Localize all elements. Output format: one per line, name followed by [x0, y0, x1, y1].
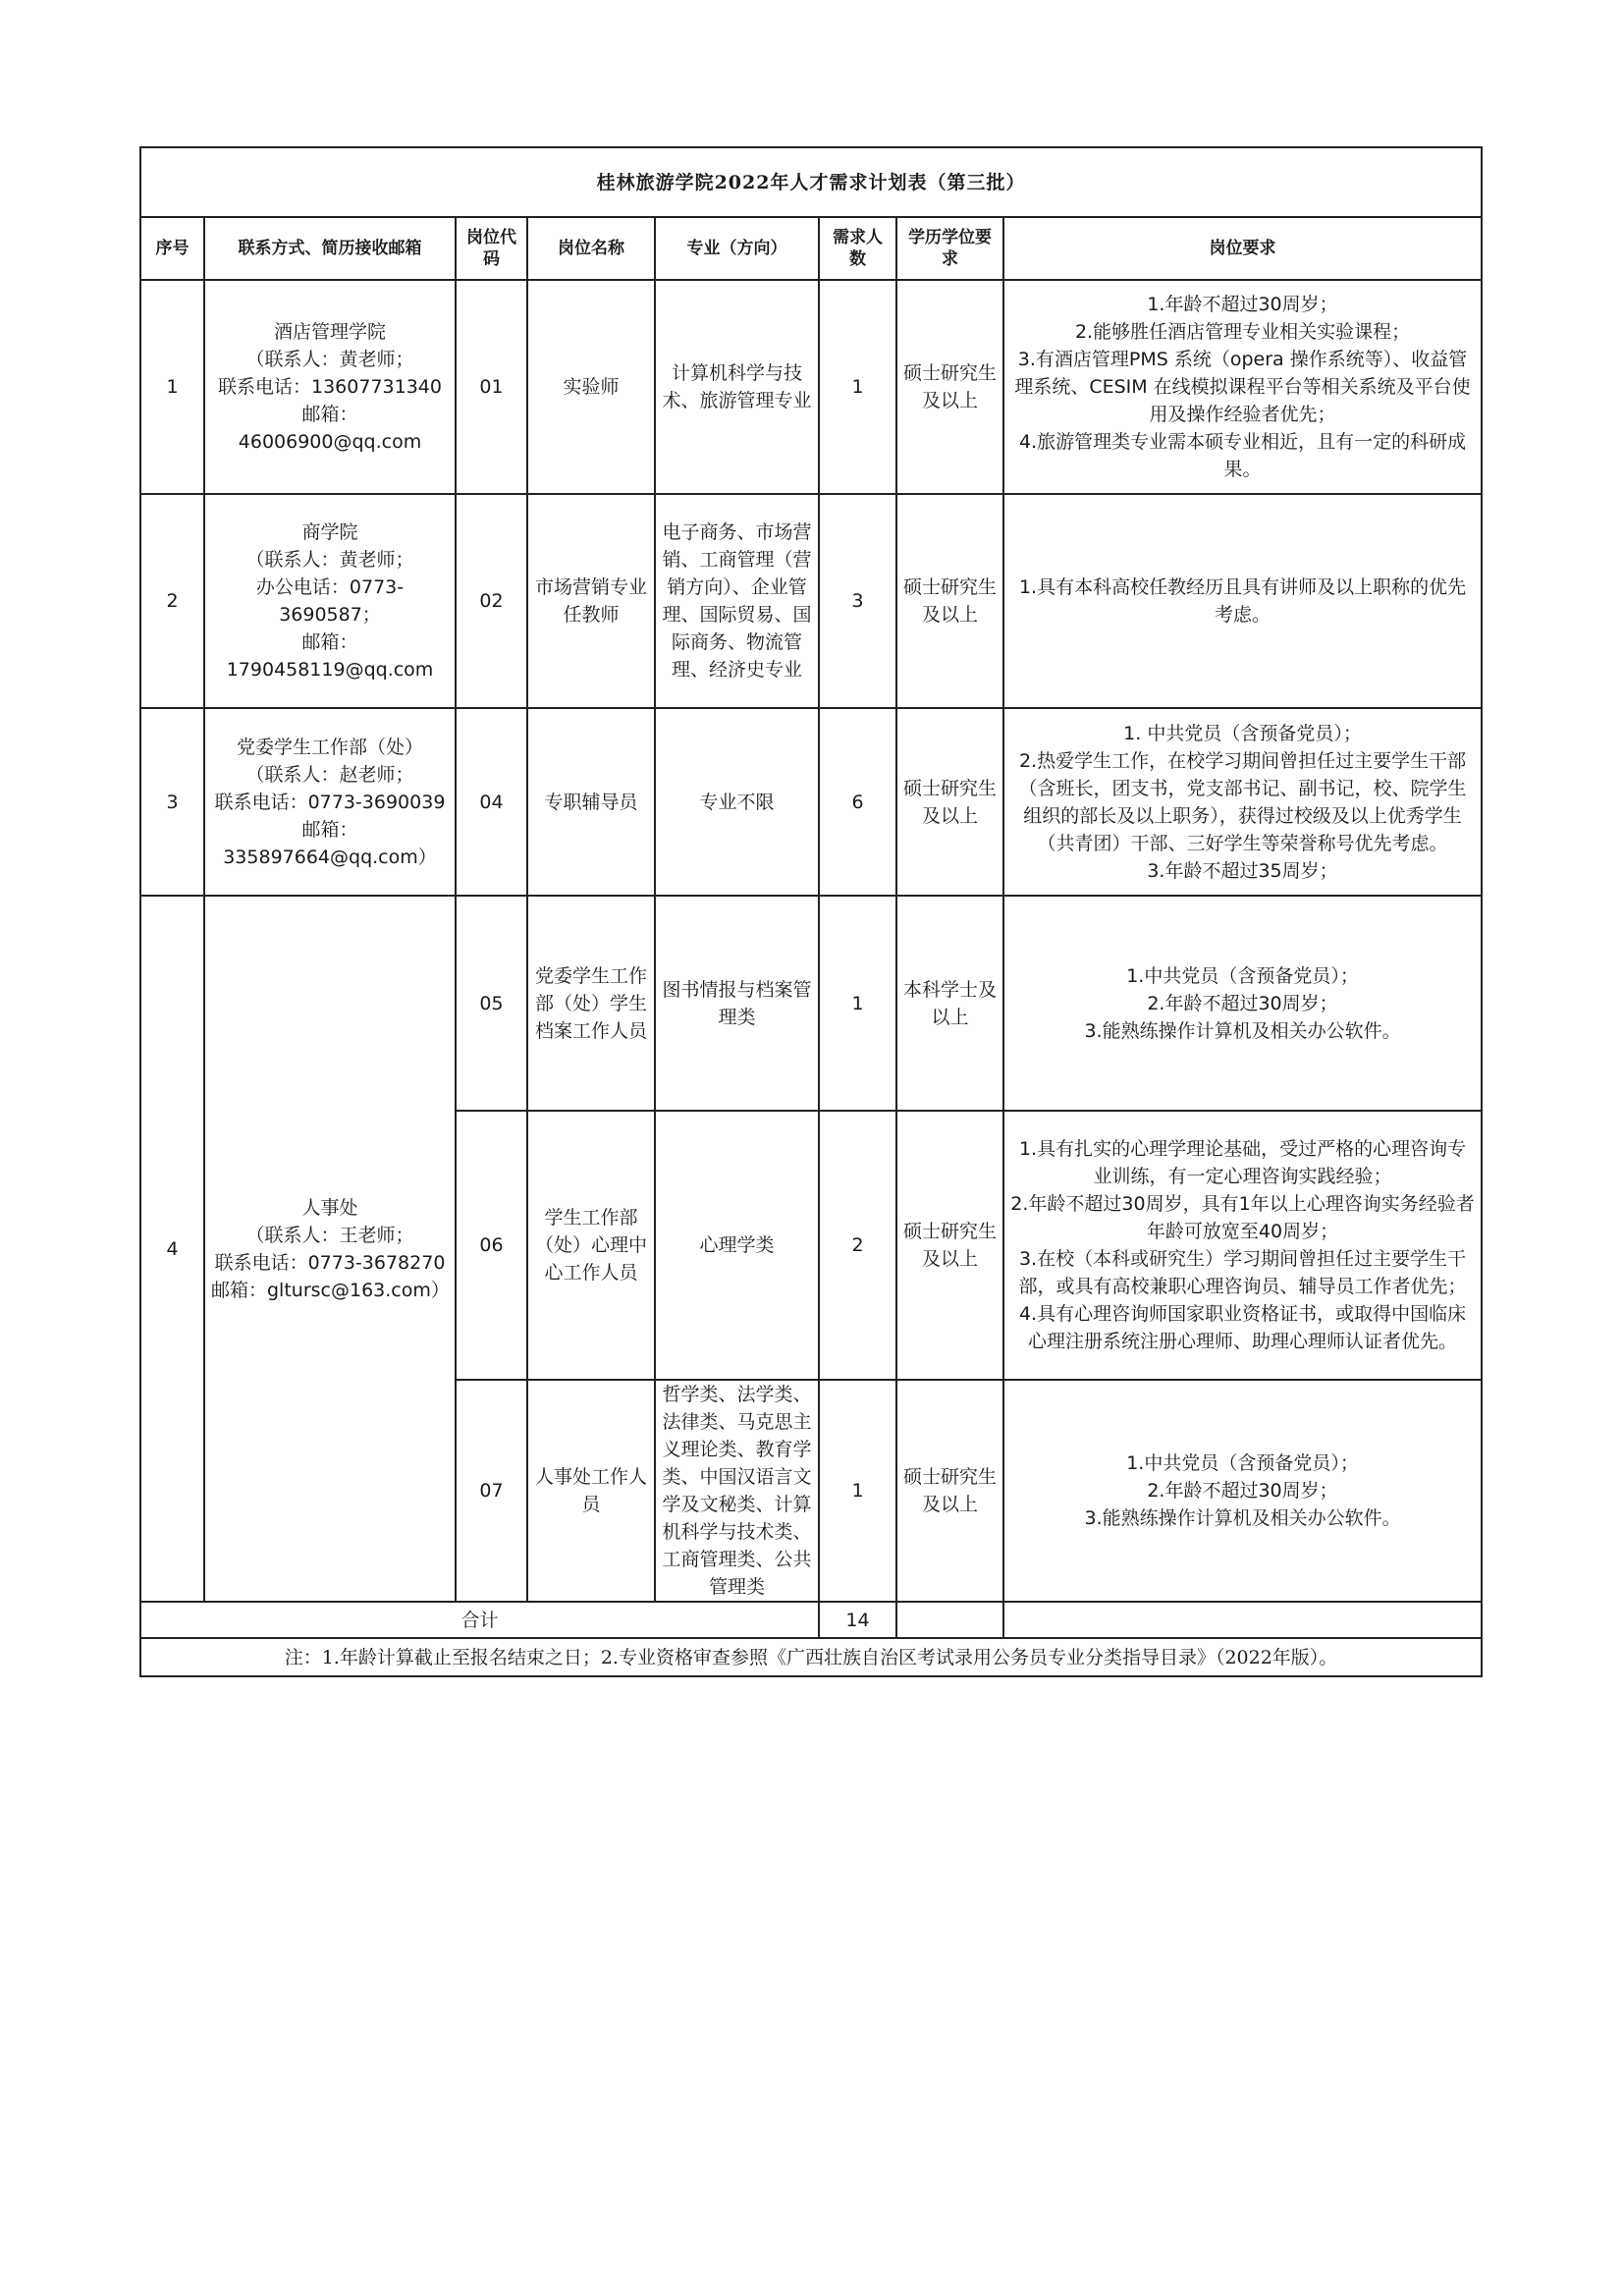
- row-degree: 硕士研究生及以上: [896, 1111, 1003, 1380]
- requirement-line: 3.有酒店管理PMS 系统（opera 操作系统等）、收益管理系统、CESIM 在线模拟课程平台等相关系统及平台使用及操作经验者优先；: [1014, 349, 1471, 425]
- row-post-name: 专职辅导员: [527, 708, 655, 896]
- requirement-line: 3.能熟练操作计算机及相关办公软件。: [1084, 1019, 1401, 1042]
- contact-line: （联系人：黄老师；: [245, 349, 414, 370]
- row-post-name: 市场营销专业任教师: [527, 494, 655, 708]
- row-requirements: [1003, 1111, 1482, 1380]
- table-row: [140, 708, 1482, 896]
- row-seq: 4: [140, 896, 204, 1602]
- requirement-line: 3.在校（本科或研究生）学习期间曾担任过主要学生干部，或具有高校兼职心理咨询员、辅导员工作者优先；: [1018, 1248, 1467, 1297]
- row-degree: 硕士研究生及以上: [896, 280, 1003, 494]
- requirement-line: 4.具有心理咨询师国家职业资格证书，或取得中国临床心理注册系统注册心理师、助理心理师认证者优先。: [1018, 1303, 1467, 1352]
- header-contact: 联系方式、简历接收邮箱: [204, 217, 456, 280]
- table-row: [140, 896, 1482, 1111]
- contact-line: 办公电话：0773-3690587；: [255, 576, 405, 626]
- row-count: 2: [819, 1111, 896, 1380]
- row-requirements: [1003, 494, 1482, 708]
- requirement-line: 1.中共党员（含预备党员）；: [1126, 1452, 1359, 1474]
- requirement-line: 1. 中共党员（含预备党员）；: [1123, 722, 1362, 744]
- contact-line: （联系人：黄老师；: [245, 549, 414, 571]
- header-post-code: 岗位代码: [456, 217, 527, 280]
- row-major: 专业不限: [655, 708, 819, 896]
- row-major: 哲学类、法学类、法律类、马克思主义理论类、教育学类、中国汉语言文学及文秘类、计算机科学与技术类、工商管理类、公共管理类: [655, 1380, 819, 1602]
- row-post-code: 07: [456, 1380, 527, 1602]
- contact-line: 酒店管理学院: [273, 321, 386, 343]
- row-requirements: [1003, 708, 1482, 896]
- row-major: 计算机科学与技术、旅游管理专业: [655, 280, 819, 494]
- row-count: 1: [819, 1380, 896, 1602]
- row-contact: [204, 896, 456, 1602]
- row-seq: 3: [140, 708, 204, 896]
- header-row: [140, 217, 1482, 280]
- contact-line: 335897664@qq.com）: [223, 846, 437, 868]
- requirement-line: 2.能够胜任酒店管理专业相关实验课程；: [1074, 321, 1411, 343]
- row-requirements: [1003, 1380, 1482, 1602]
- total-value: 14: [819, 1602, 896, 1638]
- header-count: 需求人数: [819, 217, 896, 280]
- row-contact: [204, 708, 456, 896]
- recruitment-plan-table: [139, 146, 1483, 1677]
- row-count: 6: [819, 708, 896, 896]
- header-seq: 序号: [140, 217, 204, 280]
- requirement-line: 1.年龄不超过30周岁；: [1147, 294, 1338, 315]
- row-post-name: 人事处工作人员: [527, 1380, 655, 1602]
- header-major: 专业（方向）: [655, 217, 819, 280]
- row-degree: 硕士研究生及以上: [896, 708, 1003, 896]
- row-requirements: [1003, 280, 1482, 494]
- requirement-line: 2.年龄不超过30周岁；: [1147, 992, 1338, 1014]
- contact-line: 邮箱：: [301, 404, 358, 425]
- row-post-name: 党委学生工作部（处）学生档案工作人员: [527, 896, 655, 1111]
- row-contact: [204, 280, 456, 494]
- contact-line: 人事处: [301, 1196, 358, 1219]
- contact-line: 邮箱：: [301, 631, 358, 653]
- requirement-line: 1.中共党员（含预备党员）；: [1126, 964, 1359, 987]
- row-degree: 本科学士及以上: [896, 896, 1003, 1111]
- contact-line: 党委学生工作部（处）: [236, 736, 423, 758]
- table-title: 桂林旅游学院2022年人才需求计划表（第三批）: [140, 147, 1482, 217]
- requirement-line: 2.热爱学生工作，在校学习期间曾担任过主要学生干部（含班长，团支书，党支部书记、副书记，校、院学生组织的部长及以上职务），获得过校级及以上优秀学生（共青团）干部、三好学生等荣誉称号优先考虑。: [1018, 749, 1467, 854]
- contact-line: 联系电话：0773-3690039: [214, 791, 446, 813]
- contact-line: 1790458119@qq.com: [226, 659, 434, 681]
- row-post-code: 01: [456, 280, 527, 494]
- row-count: 3: [819, 494, 896, 708]
- contact-line: 46006900@qq.com: [238, 431, 422, 453]
- contact-line: 联系电话：13607731340: [218, 376, 442, 398]
- contact-line: （联系人：王老师；: [245, 1224, 414, 1246]
- requirement-line: 2.年龄不超过30周岁，具有1年以上心理咨询实务经验者年龄可放宽至40周岁；: [1010, 1193, 1475, 1242]
- table-row: [140, 494, 1482, 708]
- total-label: 合计: [140, 1602, 819, 1638]
- contact-line: 邮箱：gltursc@163.com）: [211, 1279, 450, 1301]
- requirement-line: 1.具有扎实的心理学理论基础，受过严格的心理咨询专业训练，有一定心理咨询实践经验；: [1018, 1138, 1467, 1187]
- table-row: [140, 280, 1482, 494]
- contact-line: （联系人：赵老师；: [245, 763, 414, 786]
- requirement-line: 2.年龄不超过30周岁；: [1147, 1480, 1338, 1502]
- requirement-line: 1.具有本科高校任教经历且具有讲师及以上职称的优先考虑。: [1018, 576, 1467, 626]
- row-post-code: 05: [456, 896, 527, 1111]
- total-row: [140, 1602, 1482, 1638]
- contact-line: 商学院: [301, 521, 358, 543]
- row-seq: 2: [140, 494, 204, 708]
- requirement-line: 3.能熟练操作计算机及相关办公软件。: [1084, 1507, 1401, 1529]
- header-requirements: 岗位要求: [1003, 217, 1482, 280]
- row-major: 图书情报与档案管理类: [655, 896, 819, 1111]
- row-post-name: 实验师: [527, 280, 655, 494]
- row-contact: [204, 494, 456, 708]
- requirement-line: 3.年龄不超过35周岁；: [1147, 859, 1338, 882]
- footnote: 注：1.年龄计算截止至报名结束之日；2.专业资格审查参照《广西壮族自治区考试录用公务员专业分类指导目录》（2022年版）。: [140, 1638, 1482, 1676]
- total-empty-requirements: [1003, 1602, 1482, 1638]
- row-degree: 硕士研究生及以上: [896, 494, 1003, 708]
- row-major: 心理学类: [655, 1111, 819, 1380]
- row-post-name: 学生工作部（处）心理中心工作人员: [527, 1111, 655, 1380]
- row-degree: 硕士研究生及以上: [896, 1380, 1003, 1602]
- row-major: 电子商务、市场营销、工商管理（营销方向）、企业管理、国际贸易、国际商务、物流管理、经济史专业: [655, 494, 819, 708]
- row-count: 1: [819, 896, 896, 1111]
- row-post-code: 04: [456, 708, 527, 896]
- header-post-name: 岗位名称: [527, 217, 655, 280]
- row-count: 1: [819, 280, 896, 494]
- header-degree: 学历学位要求: [896, 217, 1003, 280]
- row-seq: 1: [140, 280, 204, 494]
- requirement-line: 4.旅游管理类专业需本硕专业相近，且有一定的科研成果。: [1018, 431, 1467, 480]
- row-post-code: 06: [456, 1111, 527, 1380]
- total-empty-degree: [896, 1602, 1003, 1638]
- contact-line: 联系电话：0773-3678270: [214, 1251, 446, 1274]
- row-post-code: 02: [456, 494, 527, 708]
- row-requirements: [1003, 896, 1482, 1111]
- contact-line: 邮箱：: [301, 818, 358, 841]
